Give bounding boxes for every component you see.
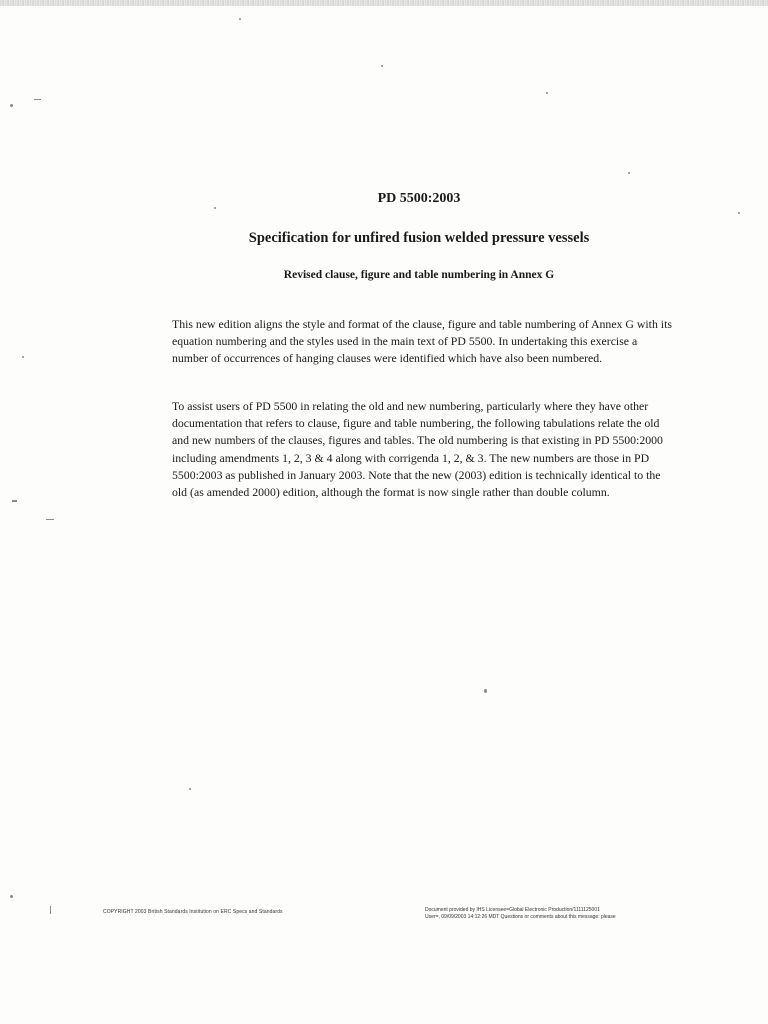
scan-speck [628,172,630,174]
footer-provider [425,907,616,920]
scan-speck [239,18,241,20]
scan-speck [189,788,191,790]
scan-speck [214,207,216,209]
scan-speck [22,356,24,358]
scan-speck [381,65,383,67]
scan-speck [10,104,13,107]
scan-speck [46,519,54,520]
scan-speck [546,92,548,94]
document-code: PD 5500:2003 [377,191,461,206]
footer-provider-line-1: Document provided by IHS Licensee=Global Electronic Production/1111125001 [425,907,600,913]
scan-speck [34,99,41,100]
body-paragraph-numbering: To assist users of PD 5500 in relating the old and new numbering, particularly where they have other documentation that refers to clause, figure and table numbering, the following tabulations relate the old and new numbers of the clauses, figures and tables. The old numbering is that existing in PD 5500:2000 including amendments 1, 2, 3 & 4 along with corrigenda 1, 2, & 3. The new numbers are those in PD 5500:2003 as published in January 2003. Note that the new (2003) edition is technically identical to the old (as amended 2000) edition, although the format is now single rather than double column. [172,399,663,500]
body-paragraph-intro: This new edition aligns the style and format of the clause, figure and table numbering of Annex G with its equation numbering and the styles used in the main text of PD 5500. In undertaking this exercise a number of occurrences of hanging clauses were identified which have also been numbered. [172,317,672,366]
scan-speck [10,895,13,898]
scan-noise-border [0,0,768,6]
document-subtitle: Revised clause, figure and table numbering in Annex G [283,269,555,281]
scan-speck [12,500,17,502]
scan-speck [50,906,51,914]
document-title: Specification for unfired fusion welded pressure vessels [248,230,590,246]
scan-speck [484,689,487,693]
footer-provider-line-2: User=, 09/09/2003 14:12:26 MDT Questions or comments about this message: please [425,913,616,920]
footer-copyright: COPYRIGHT 2003 British Standards Institution on ERC Specs and Standards [103,909,283,915]
scan-speck [738,212,740,214]
